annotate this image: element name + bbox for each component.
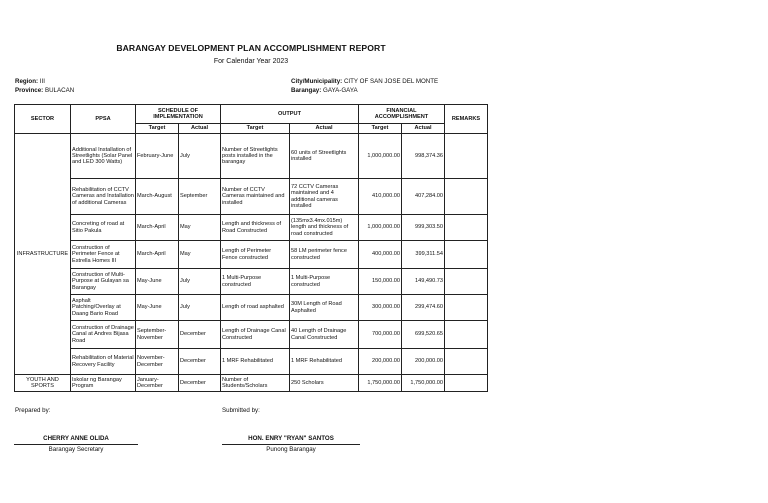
output-target-cell: Number of Students/Scholars <box>221 375 290 392</box>
financial-target-cell: 700,000.00 <box>359 321 402 349</box>
report-subtitle: For Calendar Year 2023 <box>213 58 289 65</box>
submitted-signature-line <box>222 444 360 445</box>
header-financial-target: Target <box>359 124 402 134</box>
province-label: Province: <box>15 87 44 94</box>
table-row <box>15 215 488 241</box>
output-actual-cell: 1 Multi-Purpose constructed <box>290 269 359 295</box>
ppsa-cell: Concreting of road at Sitio Pakula <box>71 215 136 241</box>
table-row <box>15 349 488 375</box>
financial-actual-cell: 1,750,000.00 <box>402 375 445 392</box>
output-actual-cell: (135mx3.4mx.015m) length and thickness of road constructed <box>290 215 359 241</box>
schedule-target-cell: February-June <box>136 134 179 179</box>
schedule-actual-cell: July <box>179 295 221 321</box>
prepared-signature-line <box>14 444 138 445</box>
prepared-by-name: CHERRY ANNE OLIDA <box>43 435 109 442</box>
schedule-actual-cell: December <box>179 349 221 375</box>
schedule-target-cell: May-June <box>136 295 179 321</box>
schedule-target-cell: March-April <box>136 215 179 241</box>
schedule-actual-cell: December <box>179 321 221 349</box>
ppsa-cell: Rehabilitation of CCTV Cameras and Installation of additional Cameras <box>71 179 136 215</box>
header-output: OUTPUT <box>221 105 359 124</box>
schedule-target-cell: March-August <box>136 179 179 215</box>
output-target-cell: Number of CCTV Cameras maintained and installed <box>221 179 290 215</box>
region-value: III <box>39 78 45 85</box>
financial-target-cell: 1,750,000.00 <box>359 375 402 392</box>
schedule-actual-cell: May <box>179 241 221 269</box>
remarks-cell <box>445 134 488 179</box>
financial-actual-cell: 998,374.36 <box>402 134 445 179</box>
financial-target-cell: 1,000,000.00 <box>359 215 402 241</box>
financial-target-cell: 150,000.00 <box>359 269 402 295</box>
financial-actual-cell: 699,520.65 <box>402 321 445 349</box>
remarks-cell <box>445 179 488 215</box>
prepared-by-title: Barangay Secretary <box>48 446 104 453</box>
barangay-value: GAYA-GAYA <box>323 87 358 94</box>
region-province-block <box>15 77 74 95</box>
remarks-cell <box>445 215 488 241</box>
schedule-target-cell: January-December <box>136 375 179 392</box>
header-output-actual: Actual <box>290 124 359 134</box>
output-actual-cell: 30M Length of Road Asphalted <box>290 295 359 321</box>
header-financial: FINANCIAL ACCOMPLISHMENT <box>359 105 445 124</box>
financial-actual-cell: 399,311.54 <box>402 241 445 269</box>
ppsa-cell: Additional Installation of Streetlights (Solar Panel and LED 300 Watts) <box>71 134 136 179</box>
schedule-target-cell: March-April <box>136 241 179 269</box>
submitted-by-title: Punong Barangay <box>266 446 316 453</box>
table-row <box>15 375 488 392</box>
accomplishment-table <box>14 104 488 392</box>
sector-cell: INFRASTRUCTURE <box>15 134 71 375</box>
financial-actual-cell: 200,000.00 <box>402 349 445 375</box>
output-actual-cell: 60 units of Streetlights installed <box>290 134 359 179</box>
schedule-actual-cell: September <box>179 179 221 215</box>
schedule-actual-cell: July <box>179 134 221 179</box>
ppsa-cell: Iskolar ng Barangay Program <box>71 375 136 392</box>
header-sector: SECTOR <box>15 105 71 134</box>
header-schedule-target: Target <box>136 124 179 134</box>
output-actual-cell: 40 Length of Drainage Canal Constructed <box>290 321 359 349</box>
submitted-by-name: HON. ENRY "RYAN" SANTOS <box>248 435 334 442</box>
output-actual-cell: 1 MRF Rehabilitated <box>290 349 359 375</box>
remarks-cell <box>445 269 488 295</box>
barangay-label: Barangay: <box>291 87 322 94</box>
output-target-cell: Length of road asphalted <box>221 295 290 321</box>
ppsa-cell: Construction of Drainage Canal at Andres Bijasa Road <box>71 321 136 349</box>
table-row <box>15 269 488 295</box>
output-target-cell: Length of Perimeter Fence constructed <box>221 241 290 269</box>
financial-actual-cell: 999,303.50 <box>402 215 445 241</box>
remarks-cell <box>445 241 488 269</box>
schedule-target-cell: November-December <box>136 349 179 375</box>
city-value: CITY OF SAN JOSE DEL MONTE <box>343 78 439 85</box>
province-value: BULACAN <box>44 87 75 94</box>
financial-target-cell: 1,000,000.00 <box>359 134 402 179</box>
remarks-cell <box>445 295 488 321</box>
schedule-target-cell: September-November <box>136 321 179 349</box>
header-ppsa: PPSA <box>71 105 136 134</box>
schedule-actual-cell: July <box>179 269 221 295</box>
sector-cell: YOUTH AND SPORTS <box>15 375 71 392</box>
output-target-cell: Length and thickness of Road Constructed <box>221 215 290 241</box>
submitted-by-label: Submitted by: <box>222 407 260 414</box>
city-barangay-block <box>291 77 438 95</box>
schedule-actual-cell: December <box>179 375 221 392</box>
table-row <box>15 241 488 269</box>
output-target-cell: Length of Drainage Canal Constructed <box>221 321 290 349</box>
remarks-cell <box>445 349 488 375</box>
region-label: Region: <box>15 78 39 85</box>
table-row <box>15 134 488 179</box>
schedule-actual-cell: May <box>179 215 221 241</box>
output-actual-cell: 58 LM perimeter fence constructed <box>290 241 359 269</box>
table-row <box>15 321 488 349</box>
remarks-cell <box>445 375 488 392</box>
output-target-cell: Number of Streetlights posts installed in the barangay <box>221 134 290 179</box>
output-actual-cell: 250 Scholars <box>290 375 359 392</box>
output-target-cell: 1 MRF Rehabilitated <box>221 349 290 375</box>
report-title: BARANGAY DEVELOPMENT PLAN ACCOMPLISHMENT REPORT <box>116 43 386 53</box>
prepared-by-label: Prepared by: <box>15 407 51 414</box>
ppsa-cell: Asphalt Patching/Overlay at Daang Bario Road <box>71 295 136 321</box>
header-remarks: REMARKS <box>445 105 488 134</box>
schedule-target-cell: May-June <box>136 269 179 295</box>
output-target-cell: 1 Multi-Purpose constructed <box>221 269 290 295</box>
financial-target-cell: 400,000.00 <box>359 241 402 269</box>
financial-target-cell: 300,000.00 <box>359 295 402 321</box>
header-financial-actual: Actual <box>402 124 445 134</box>
financial-actual-cell: 407,284.00 <box>402 179 445 215</box>
financial-target-cell: 410,000.00 <box>359 179 402 215</box>
city-label: City/Municipality: <box>291 78 343 85</box>
financial-target-cell: 200,000.00 <box>359 349 402 375</box>
remarks-cell <box>445 321 488 349</box>
financial-actual-cell: 299,474.60 <box>402 295 445 321</box>
table-row <box>15 295 488 321</box>
financial-actual-cell: 149,490.73 <box>402 269 445 295</box>
ppsa-cell: Construction of Perimeter Fence at Estrella Homes III <box>71 241 136 269</box>
header-schedule: SCHEDULE OF IMPLEMENTATION <box>136 105 221 124</box>
header-output-target: Target <box>221 124 290 134</box>
ppsa-cell: Rehabilitation of Material Recovery Facility <box>71 349 136 375</box>
output-actual-cell: 72 CCTV Cameras maintained and 4 additional cameras installed <box>290 179 359 215</box>
table-row <box>15 179 488 215</box>
ppsa-cell: Construction of Multi-Purpose at Gulayan sa Barangay <box>71 269 136 295</box>
header-schedule-actual: Actual <box>179 124 221 134</box>
